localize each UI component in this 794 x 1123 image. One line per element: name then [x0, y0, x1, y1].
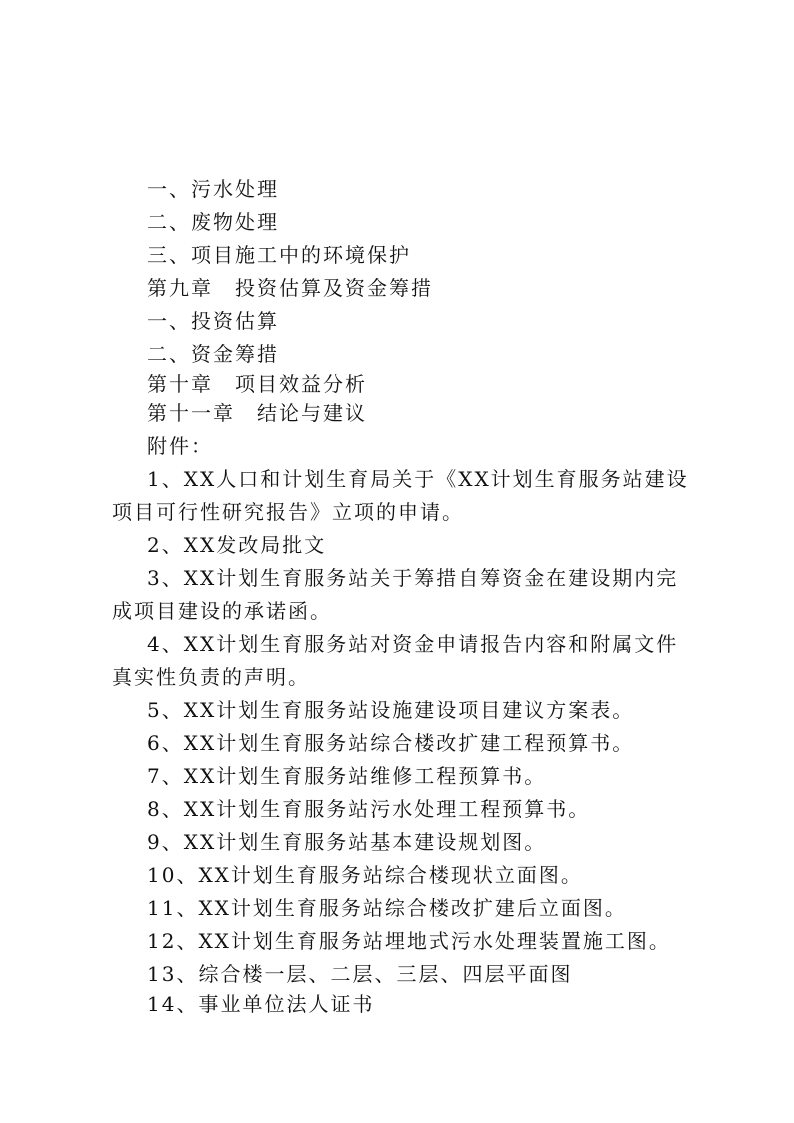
outline-item-fund-raising: 二、资金筹措: [147, 342, 279, 366]
attachment-item: 9、XX计划生育服务站基本建设规划图。: [147, 830, 547, 854]
chapter-9-heading: 第九章 投资估算及资金筹措: [147, 276, 433, 300]
chapter-10-heading: 第十章 项目效益分析: [147, 372, 367, 396]
attachment-item: 13、综合楼一层、二层、三层、四层平面图: [147, 962, 573, 986]
attachment-item: 5、XX计划生育服务站设施建设项目建议方案表。: [147, 698, 635, 722]
outline-item-waste: 二、废物处理: [147, 210, 279, 234]
attachment-item: 7、XX计划生育服务站维修工程预算书。: [147, 764, 547, 788]
attachment-item: 11、XX计划生育服务站综合楼改扩建后立面图。: [147, 896, 627, 920]
attachment-item: 14、事业单位法人证书: [147, 992, 375, 1016]
attachment-item: 4、XX计划生育服务站对资金申请报告内容和附属文件真实性负责的声明。: [112, 632, 679, 689]
attachment-item: 3、XX计划生育服务站关于筹措自筹资金在建设期内完成项目建设的承诺函。: [112, 566, 679, 623]
attachment-item: 12、XX计划生育服务站埋地式污水处理装置施工图。: [147, 929, 671, 953]
document-content: [112, 173, 692, 1017]
chapter-11-heading: 第十一章 结论与建议: [147, 401, 367, 425]
attachment-item: 10、XX计划生育服务站综合楼现状立面图。: [147, 863, 583, 887]
outline-item-wastewater: 一、污水处理: [147, 177, 279, 201]
attachments-label: 附件：: [147, 434, 213, 458]
attachment-item: 6、XX计划生育服务站综合楼改扩建工程预算书。: [147, 731, 635, 755]
attachment-item: 1、XX人口和计划生育局关于《XX计划生育服务站建设项目可行性研究报告》立项的申请。: [112, 467, 689, 524]
outline-item-construction-environment: 三、项目施工中的环境保护: [147, 243, 411, 267]
attachment-item: 8、XX计划生育服务站污水处理工程预算书。: [147, 797, 591, 821]
attachment-item: 2、XX发改局批文: [147, 533, 327, 557]
outline-item-investment-estimate: 一、投资估算: [147, 309, 279, 333]
